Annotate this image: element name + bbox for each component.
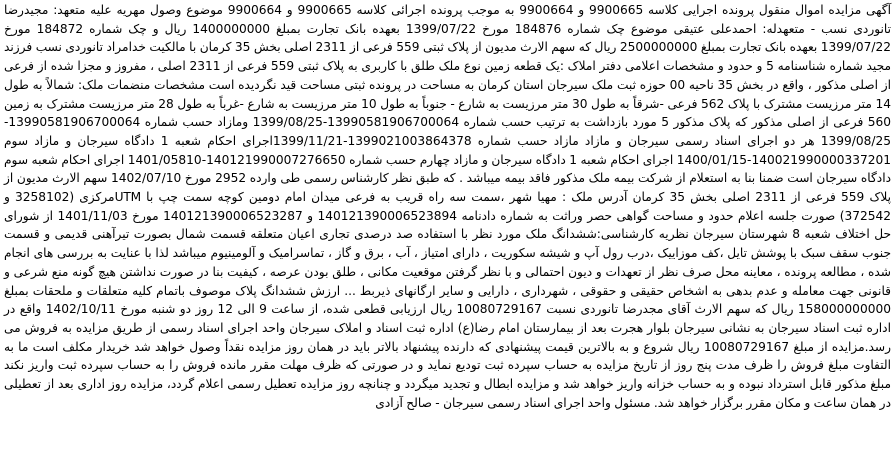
notice-body: مجیدرضا تانوردی نسب - متعهدله: احمدعلی عتیقی موضوع چک شماره 184876 مورخ 1399/07/22 بعهده بانک تجارت بمبلغ 1400000000 ریال و چک شماره 184872 مورخ 1399/07/22 بعهده بانک تجارت بمبلغ 2500000000 ریال که سهم الارث مدیون از پلاک ثبتی 559 فرعی از 2311 اصلی بخش 35 کرمان با مالکیت خدامراد تانوردی نسب فرزند مجید شماره شناسنامه 5 و حدود و مشخصات اعلامی دفتر املاک :یک قطعه زمین نوع ملک طلق با کاربری به پلاک ثبتی 559 فرعی از 2311 اصلی ، مفروز و مجزا شده از فرعی از اصلی مذکور ، واقع در بخش 35 ناحیه 00 حوزه ثبت ملک سیرجان استان کرمان به مساحت در پرونده ثبتی مساحت قید نگردیده است مشخصات منضمات ملک: شمالاً به طول 14 متر مرزیست مشترک با پلاک 562 فرعی -شرقاً به طول 30 متر مرزیست به شارع - جنوباً به طول 10 متر مرزیست به شارع -غرباً به طول 28 متر مرزیست مشترک به زمین 560 فرعی از اصلی مذکور که پلاک مذکور 5 مورد بازداشت به ترتیب حسب شماره 13990581906700064-1399/08/25 ومازاد حسب شماره 13990581906700064-1399/08/25 هر دو اجرای اسناد رسمی سیرجان و مازاد مازاد حسب شماره 1399021003864378-1399/11/21اجرای احکام شعبه 1 دادگاه سیرجان و مازاد سوم 140021990000337201-1400/01/15 اجرای احکام شعبه 1 دادگاه سیرجان و مازاد چهارم حسب شماره 140121990007276650-1401/05810 اجرای احکام شعبه سوم دادگاه سیرجان است ضمنا بنا به استعلام از شرکت بیمه ملک مذکور فاقد بیمه میباشد . که طبق نظر کارشناس رسمی طی وارده 2952 مورخ 1402/07/10 سهم الارث مدیون از پلاک 559 فرعی از 2311 اصلی بخش 35 کرمان آدرس ملک : مهیا شهر ،سمت سه راه قریب به فرعی میدان امام دومین کوچه سمت چپ با UTMمرکزی (3258102 و 372542) صورت جلسه اعلام حدود و مساحت گواهی حصر وراثت به شماره دادنامه 140121390006523894 و 140121390006523287 مورخ 1401/11/03 از شورای حل اختلاف شعبه 8 شهرستان سیرجان نظریه کارشناسی:ششدانگ ملک مورد نظر با استفاده صد درصدی تجاری اعیان متعلقه قسمت شمال بصورت تیرآهنی قدیمی و قسمت جنوب سقف سبک با پوشش تایل ،کف موزاییک ،درب رول آپ و شیشه سکوریت ، دارای امتیاز ، آب ، برق و گاز ، تماسرامیک و آلومینیوم میباشد لذا با عنایت به بررسی های انجام شده ، مطالعه پرونده ، معاینه محل صرف نظر از تعهدات و دیون احتمالی و با نظر گرفتن موقعیت مکانی ، طلق بودن عرصه ، کیفیت بنا در صورت نداشتن هیچ گونه منع شرعی و قانونی جهت معامله و عدم بدهی به اشخاص حقیقی و حقوقی ، شهرداری ، دارایی و سایر ارگانهای ذیربط ... ارزش ششدانگ پلاک موصوف باتمام کلیه متعلقات و ملحقات بمبلغ 158000000000 ریال که سهم الارث آقای مجدرضا تانوردی نسبت 10080729167 ریال ارزیابی قطعی شده، از ساعت 9 الی 12 روز دو شنبه مورخ 1402/10/11 واقع در اداره ثبت اسناد سیرجان به نشانی سیرجان بلوار هجرت بعد از بیمارستان امام رضا(ع) اداره ثبت اسناد و املاک سیرجان واحد اجرای اسناد رسمی از طریق مزایده به فروش می رسد.مزایده از مبلغ 10080729167 ریال شروع و به بالاترین قیمت پیشنهادی که دارنده پیشنهاد بالاتر باید در همان روز مزایده نقداً وصول خواهد شد خریدار مکلف است ما به التفاوت مبلغ فروش را ظرف مدت پنج روز از تاریخ مزایده به حساب سپرده ثبت تودیع نماید و در صورتی که ظرف مهلت مقرر مانده فروش را به حساب سپرده ثبت واریز نکند مبلغ مذکور قابل استرداد نبوده و به حساب خزانه واریز خواهد شد و مزایده ابطال و تجدید میگردد و چنانچه روز مزایده تعطیل رسمی اعلام گردد، مزایده روز اداری بعد از تعطیلی در همان ساعت و مکان مقرر برگزار خواهد شد. مسئول واحد اجرای اسناد رسمی سیرجان - صالح آزادی (4, 3, 892, 410)
notice-paragraph (4, 1, 891, 412)
notice-title: آگهی مزایده اموال منقول پرونده اجرایی کلاسه 9900665 و 9900664 به موجب پرونده اجرائی کلاسه 9900665 و 9900664 موضوع وصول مهریه علیه متعهد: (53, 3, 891, 17)
